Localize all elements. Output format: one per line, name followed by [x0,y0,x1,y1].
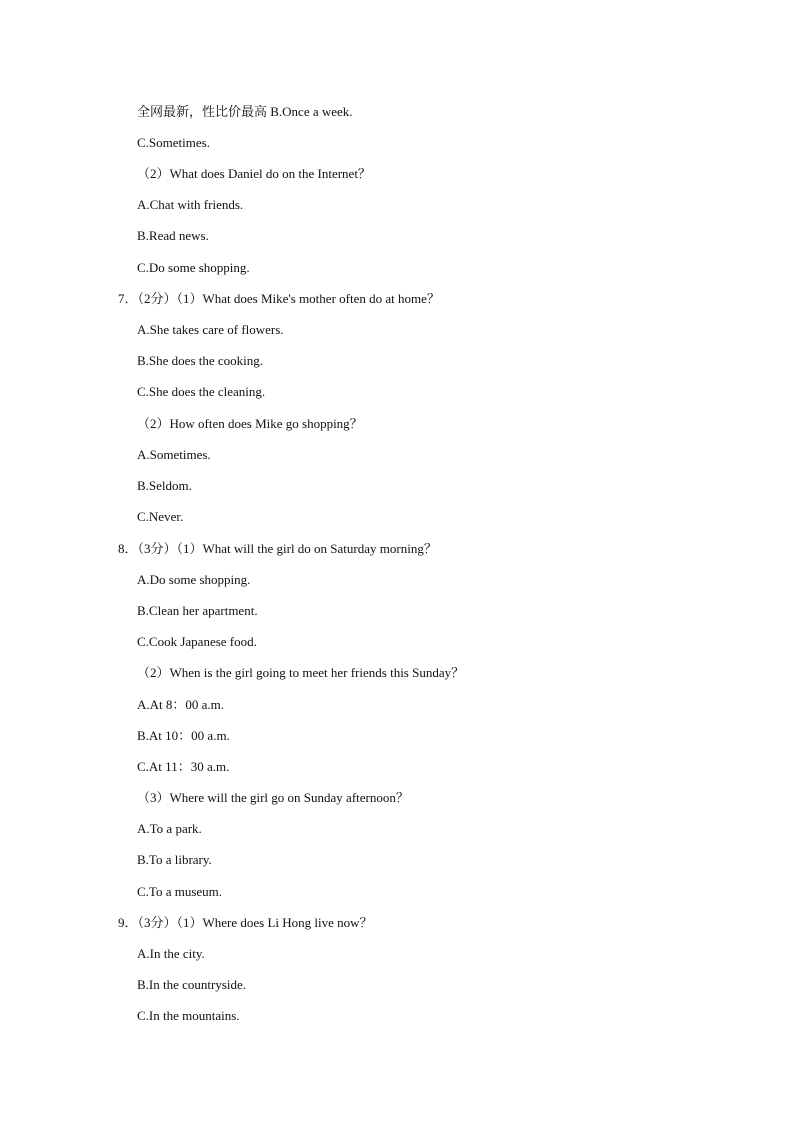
q8-sub-question-3: （3）Where will the girl go on Sunday afternoon？ [137,790,409,805]
q8-3-option-b: B.To a library. [137,852,212,867]
q9-1-option-c: C.In the mountains. [137,1008,240,1023]
q8-sub-question-2: （2）When is the girl going to meet her friends this Sunday？ [137,665,465,680]
q7-1-option-a: A.She takes care of flowers. [137,322,284,337]
question-8-heading: 8．（3分）（1）What will the girl do on Saturday morning？ [118,541,437,556]
q8-1-option-b: B.Clean her apartment. [137,603,258,618]
question-9-heading: 9．（3分）（1）Where does Li Hong live now？ [118,915,373,930]
q8-1-option-a: A.Do some shopping. [137,572,251,587]
q8-3-option-a: A.To a park. [137,821,202,836]
q7-2-option-b: B.Seldom. [137,478,192,493]
q8-3-option-c: C.To a museum. [137,884,223,899]
q8-2-option-c: C.At 11：30 a.m. [137,759,230,774]
q7-1-option-b: B.She does the cooking. [137,353,264,368]
q7-sub-question-2: （2）How often does Mike go shopping？ [137,416,363,431]
q7-2-option-c: C.Never. [137,509,184,524]
q8-2-option-a: A.At 8：00 a.m. [137,697,225,712]
q8-1-option-c: C.Cook Japanese food. [137,634,257,649]
q7-1-option-c: C.She does the cleaning. [137,384,266,399]
q6-sub-question-2: （2）What does Daniel do on the Internet？ [137,166,371,181]
question-7-heading: 7．（2分）（1）What does Mike's mother often do at home？ [118,291,440,306]
q8-2-option-b: B.At 10：00 a.m. [137,728,230,743]
q9-1-option-b: B.In the countryside. [137,977,247,992]
q6-2-option-c: C.Do some shopping. [137,260,250,275]
q6-2-option-a: A.Chat with friends. [137,197,244,212]
q7-2-option-a: A.Sometimes. [137,447,211,462]
q9-1-option-a: A.In the city. [137,946,205,961]
q6-2-option-b: B.Read news. [137,228,209,243]
q6-1-option-c: C.Sometimes. [137,135,210,150]
q6-1-option-b-line: 全网最新，性比价最高 B.Once a week. [137,104,353,119]
